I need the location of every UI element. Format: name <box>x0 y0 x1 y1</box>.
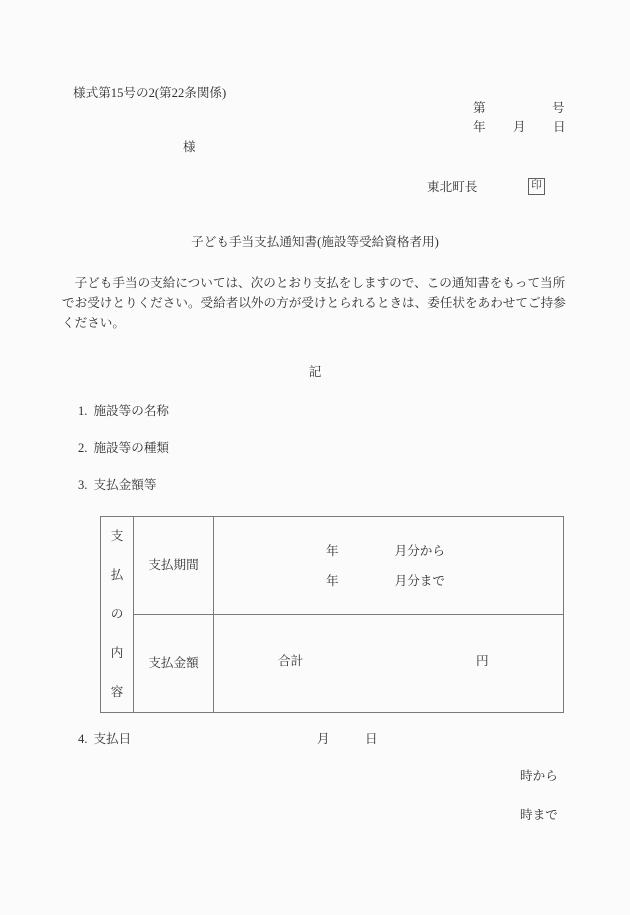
period-to-year-label: 年 <box>326 574 339 588</box>
time-to-label: 時まで <box>520 808 558 822</box>
item-label: 支払金額等 <box>93 478 157 492</box>
ki-heading: 記 <box>308 365 322 379</box>
payment-amount-cell <box>214 615 563 712</box>
vertical-char: 容 <box>110 685 124 700</box>
vertical-char: の <box>110 607 124 622</box>
date-day-label: 日 <box>553 120 566 134</box>
item-label: 施設等の名称 <box>93 404 170 418</box>
vertical-char: 支 <box>110 529 124 544</box>
amount-unit-label: 円 <box>476 654 489 668</box>
doc-number-suffix: 号 <box>552 101 565 115</box>
doc-number-prefix: 第 <box>473 101 486 115</box>
list-item-3 <box>78 479 156 492</box>
item-number: 1. <box>78 404 88 418</box>
addressee-honorific: 様 <box>183 140 196 154</box>
list-item-2 <box>78 442 169 455</box>
time-from-label: 時から <box>520 769 558 783</box>
seal-character: 印 <box>531 180 542 192</box>
period-to-suffix: 月分まで <box>394 574 445 588</box>
payment-period-cell <box>214 517 563 614</box>
vertical-char: 払 <box>110 568 124 583</box>
body-line: ください。 <box>62 316 125 330</box>
body-paragraph <box>62 277 568 337</box>
amount-total-label: 合計 <box>278 654 304 668</box>
body-line: でお受けとりください。受給者以外の方が受けとられるときは、委任状をあわせてご持参 <box>62 296 566 310</box>
body-line: 子ども手当の支給については、次のとおり支払をしますので、この通知書をもって当所 <box>62 276 566 290</box>
table-row-payment-period <box>134 517 563 615</box>
issuer-name: 東北町長 <box>427 180 478 194</box>
payment-amount-label: 支払金額 <box>134 615 214 712</box>
table-row-payment-amount <box>134 615 563 712</box>
item-label: 支払日 <box>93 732 132 746</box>
item-number: 3. <box>78 478 88 492</box>
period-to-line <box>326 575 445 588</box>
vertical-char: 内 <box>110 646 124 661</box>
payment-period-label: 支払期間 <box>134 517 214 614</box>
document-title: 子ども手当支払通知書(施設等受給資格者用) <box>191 235 439 249</box>
period-from-year-label: 年 <box>326 544 339 558</box>
period-from-suffix: 月分から <box>394 544 445 558</box>
payment-details-table <box>100 516 564 713</box>
row-group-header-payment-contents <box>101 517 134 712</box>
date-year-label: 年 <box>473 120 486 134</box>
form-number: 様式第15号の2(第22条関係) <box>73 86 227 100</box>
item-number: 2. <box>78 441 88 455</box>
payday-month-label: 月 <box>317 732 330 746</box>
list-item-1 <box>78 405 169 418</box>
period-from-line <box>326 545 445 558</box>
seal-box <box>528 178 545 195</box>
list-item-4 <box>78 733 131 746</box>
item-label: 施設等の種類 <box>93 441 170 455</box>
payday-day-label: 日 <box>365 732 378 746</box>
item-number: 4. <box>78 732 88 746</box>
date-month-label: 月 <box>513 120 526 134</box>
